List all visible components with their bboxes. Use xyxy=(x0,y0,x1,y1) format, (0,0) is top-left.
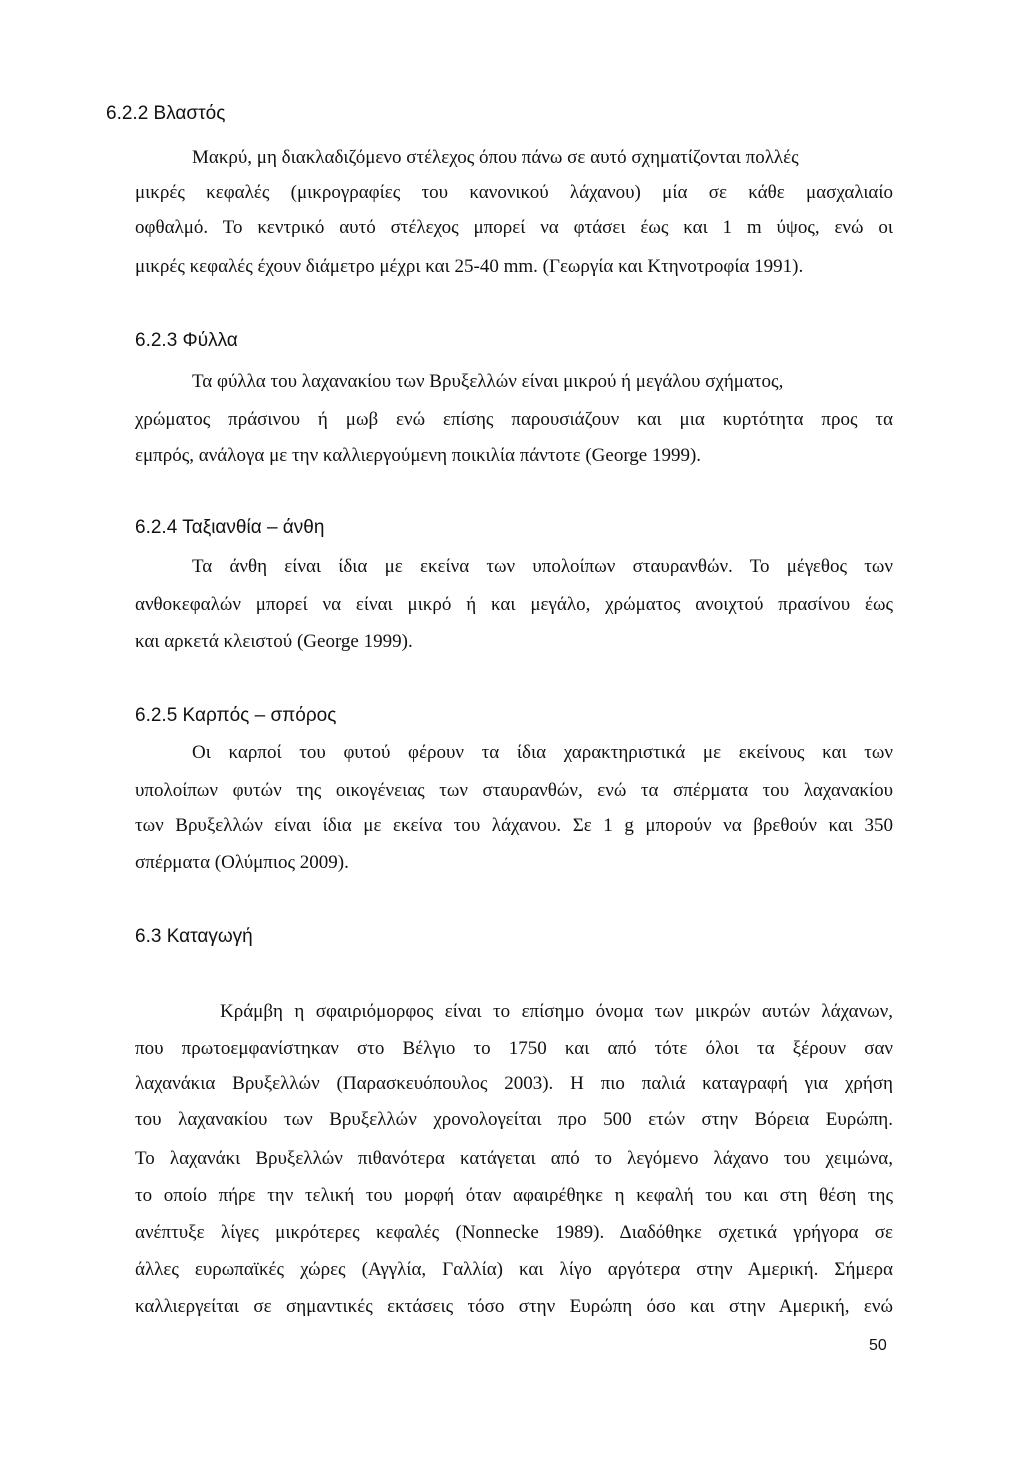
paragraph-line: Τα φύλλα του λαχανακίου των Βρυξελλών είναι μικρού ή μεγάλου σχήματος, xyxy=(192,371,784,392)
paragraph-line: λαχανάκια Βρυξελλών (Παρασκευόπουλος 2003). Η πιο παλιά καταγραφή για χρήση xyxy=(135,1073,893,1094)
paragraph-line: Κράμβη η σφαιριόμορφος είναι το επίσημο όνομα των μικρών αυτών λάχανων, xyxy=(220,1001,893,1022)
paragraph-line: μικρές κεφαλές έχουν διάμετρο μέχρι και 25-40 mm. (Γεωργία και Κτηνοτροφία 1991). xyxy=(135,256,804,277)
paragraph-line: και αρκετά κλειστού (George 1999). xyxy=(135,631,413,652)
paragraph-line: Το λαχανάκι Βρυξελλών πιθανότερα κατάγεται από το λεγόμενο λάχανο του χειμώνα, xyxy=(135,1148,893,1169)
paragraph-line: του λαχανακίου των Βρυξελλών χρονολογείται προ 500 ετών στην Βόρεια Ευρώπη. xyxy=(135,1109,893,1130)
paragraph-line: ανθοκεφαλών μπορεί να είναι μικρό ή και μεγάλο, χρώματος ανοιχτού πρασίνου έως xyxy=(135,594,893,615)
paragraph-line: σπέρματα (Ολύμπιος 2009). xyxy=(135,852,349,873)
paragraph-line: το οποίο πήρε την τελική του μορφή όταν αφαιρέθηκε η κεφαλή του και στη θέση της xyxy=(135,1185,893,1206)
section-heading-leaves: 6.2.3 Φύλλα xyxy=(135,330,238,351)
paragraph-line: υπολοίπων φυτών της οικογένειας των σταυρανθών, ενώ τα σπέρματα του λαχανακίου xyxy=(135,780,893,801)
section-heading-stem: 6.2.2 Βλαστός xyxy=(106,103,226,124)
paragraph-line: οφθαλμό. Το κεντρικό αυτό στέλεχος μπορεί να φτάσει έως και 1 m ύψος, ενώ οι xyxy=(135,217,893,238)
page-number: 50 xyxy=(869,1337,887,1354)
paragraph-line: καλλιεργείται σε σημαντικές εκτάσεις τόσο στην Ευρώπη όσο και στην Αμερική, ενώ xyxy=(135,1296,893,1317)
paragraph-line: Μακρύ, μη διακλαδιζόμενο στέλεχος όπου πάνω σε αυτό σχηματίζονται πολλές xyxy=(192,147,799,168)
paragraph-line: των Βρυξελλών είναι ίδια με εκείνα του λάχανου. Σε 1 g μπορούν να βρεθούν και 350 xyxy=(135,815,893,836)
section-heading-fruit-seed: 6.2.5 Καρπός – σπόρος xyxy=(135,705,337,726)
paragraph-line: χρώματος πράσινου ή μωβ ενώ επίσης παρουσιάζουν και μια κυρτότητα προς τα xyxy=(135,409,893,430)
paragraph-line: μικρές κεφαλές (μικρογραφίες του κανονικού λάχανου) μία σε κάθε μασχαλιαίο xyxy=(135,182,893,203)
paragraph-line: Οι καρποί του φυτού φέρουν τα ίδια χαρακτηριστικά με εκείνους και των xyxy=(192,742,893,763)
paragraph-line: που πρωτοεμφανίστηκαν στο Βέλγιο το 1750 και από τότε όλοι τα ξέρουν σαν xyxy=(135,1038,893,1059)
section-heading-inflorescence: 6.2.4 Ταξιανθία – άνθη xyxy=(135,517,325,538)
paragraph-line: άλλες ευρωπαϊκές χώρες (Αγγλία, Γαλλία) και λίγο αργότερα στην Αμερική. Σήμερα xyxy=(135,1259,893,1280)
section-heading-origin: 6.3 Καταγωγή xyxy=(135,926,253,947)
paragraph-line: εμπρός, ανάλογα με την καλλιεργούμενη ποικιλία πάντοτε (George 1999). xyxy=(135,445,702,466)
paragraph-line: Τα άνθη είναι ίδια με εκείνα των υπολοίπων σταυρανθών. Το μέγεθος των xyxy=(192,556,893,577)
paragraph-line: ανέπτυξε λίγες μικρότερες κεφαλές (Nonnecke 1989). Διαδόθηκε σχετικά γρήγορα σε xyxy=(135,1222,893,1243)
